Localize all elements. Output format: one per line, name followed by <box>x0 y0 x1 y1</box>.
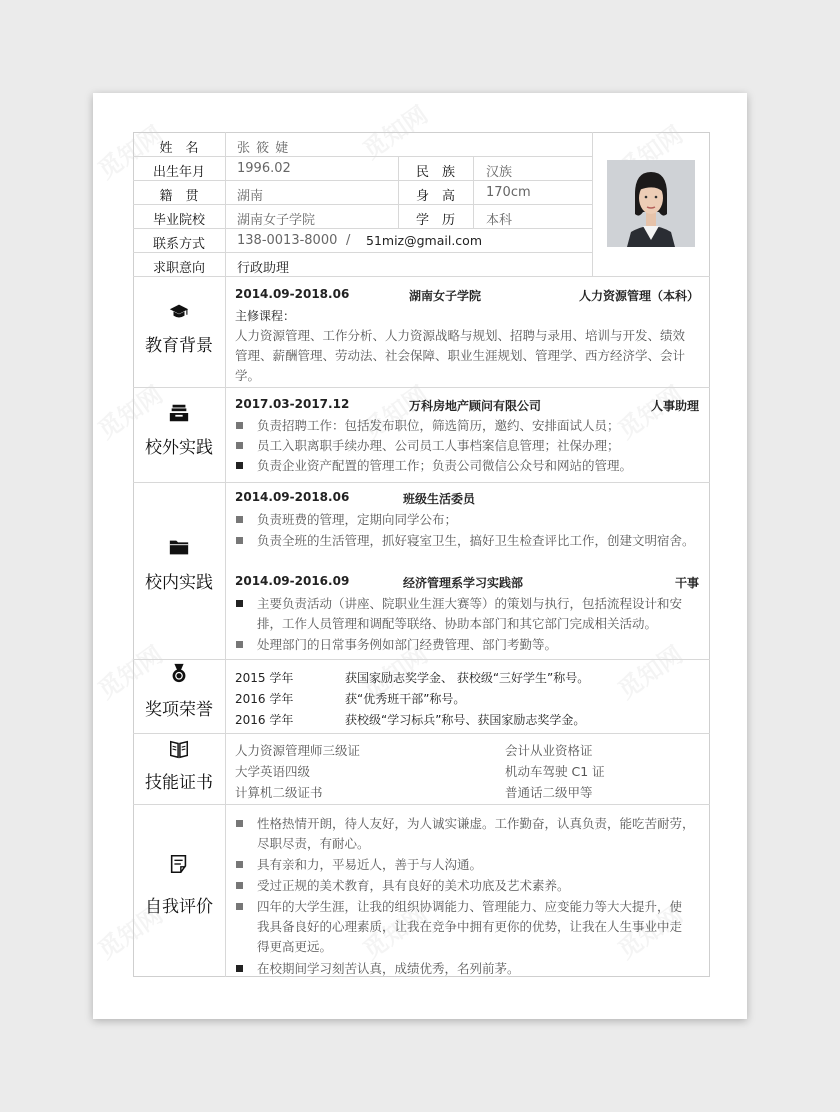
self-item: 在校期间学习刻苦认真，成绩优秀，名列前茅。 <box>257 961 520 976</box>
job1-period: 2014.09-2018.06 <box>235 490 350 504</box>
external-title: 校外实践 <box>145 438 213 458</box>
education-school: 湖南女子学院 <box>409 289 482 303</box>
self-item-line: 尽职尽责，有耐心。 <box>257 836 370 851</box>
bullet <box>236 965 243 972</box>
award-year: 2016 学年 <box>235 692 294 706</box>
bullet <box>236 462 243 469</box>
height-value: 170cm <box>486 185 531 200</box>
awards-title: 奖项荣誉 <box>145 700 213 720</box>
profile-photo <box>607 160 695 247</box>
self-item-line: 性格热情开朗，待人友好，为人诚实谦虚。工作勤奋，认真负责，能吃苦耐劳， <box>257 816 695 831</box>
education-period: 2014.09-2018.06 <box>235 287 350 301</box>
inbox-tray-icon <box>168 402 190 424</box>
resume-page <box>93 93 747 1019</box>
ethnic-label: 民 族 <box>415 165 455 180</box>
name-label: 姓 名 <box>159 141 199 156</box>
job2-item-line: 主要负责活动（讲座、院职业生涯大赛等）的策划与执行，包括流程设计和安 <box>257 596 683 611</box>
school-label: 毕业院校 <box>152 213 205 228</box>
bullet <box>236 861 243 868</box>
bullet <box>236 537 243 544</box>
internal-title: 校内实践 <box>145 573 213 593</box>
degree-label: 学 历 <box>415 213 455 228</box>
self-item-line: 四年的大学生涯，让我的组织协调能力、管理能力、应变能力等大大提升，使 <box>257 899 683 914</box>
skill-item: 人力资源管理师三级证 <box>235 743 361 758</box>
name-value: 张 筱 婕 <box>237 141 290 156</box>
award-text: 获“优秀班干部”称号。 <box>345 692 466 706</box>
external-item: 负责企业资产配置的管理工作；负责公司微信公众号和网站的管理。 <box>257 458 633 473</box>
job2-org: 经济管理系学习实践部 <box>403 576 524 590</box>
intent-value: 行政助理 <box>237 261 290 276</box>
external-company: 万科房地产顾问有限公司 <box>409 399 542 413</box>
portrait-image <box>607 160 695 247</box>
native-value: 湖南 <box>237 189 264 204</box>
courses-label: 主修课程： <box>235 309 296 323</box>
note-icon <box>168 853 190 875</box>
birth-label: 出生年月 <box>152 165 205 180</box>
job1-item: 负责班费的管理，定期向同学公布； <box>257 512 458 527</box>
job2-period: 2014.09-2016.09 <box>235 574 350 588</box>
external-period: 2017.03-2017.12 <box>235 397 350 411</box>
external-position: 人事助理 <box>650 399 699 413</box>
award-year: 2016 学年 <box>235 713 294 727</box>
courses-line: 人力资源管理、工作分析、人力资源战略与规划、招聘与录用、培训与开发、绩效 <box>235 328 686 343</box>
skills-title: 技能证书 <box>145 773 213 793</box>
education-title: 教育背景 <box>145 336 213 356</box>
self-item-line: 得更高更远。 <box>257 939 333 954</box>
native-label: 籍 贯 <box>159 189 199 204</box>
bullet <box>236 516 243 523</box>
bullet <box>236 903 243 910</box>
skill-item: 计算机二级证书 <box>235 785 323 800</box>
job2-item-line: 排，工作人员管理和调配等联络、协助本部门和其它部门完成相关活动。 <box>257 616 658 631</box>
open-book-icon <box>168 738 190 760</box>
birth-value: 1996.02 <box>237 161 291 176</box>
school-value: 湖南女子学院 <box>237 213 316 228</box>
courses-line: 管理、薪酬管理、劳动法、社会保障、职业生涯规划、管理学、西方经济学、会计 <box>235 348 686 363</box>
job2-role: 干事 <box>674 576 699 590</box>
self-item: 具有亲和力，平易近人，善于与人沟通。 <box>257 857 483 872</box>
degree-value: 本科 <box>486 213 513 228</box>
folder-icon <box>168 536 190 558</box>
award-text: 获国家励志奖学金、 获校级“三好学生”称号。 <box>345 671 590 685</box>
self-item: 受过正规的美术教育，具有良好的美术功底及艺术素养。 <box>257 878 570 893</box>
skill-item: 会计从业资格证 <box>505 743 593 758</box>
job1-role: 班级生活委员 <box>403 492 476 506</box>
award-year: 2015 学年 <box>235 671 294 685</box>
intent-label: 求职意向 <box>152 261 205 276</box>
external-item: 负责招聘工作：包括发布职位，筛选简历，邀约、安排面试人员； <box>257 418 620 433</box>
bullet <box>236 882 243 889</box>
education-major: 人力资源管理（本科） <box>578 289 699 303</box>
medal-icon <box>168 662 190 684</box>
ethnic-value: 汉族 <box>486 165 513 180</box>
external-item: 员工入职离职手续办理、公司员工人事档案信息管理；社保办理； <box>257 438 620 453</box>
bullet <box>236 641 243 648</box>
courses-line: 学。 <box>235 368 261 383</box>
bullet <box>236 442 243 449</box>
contact-separator: / <box>346 233 351 248</box>
bullet <box>236 820 243 827</box>
graduation-cap-icon <box>168 301 190 323</box>
skill-item: 大学英语四级 <box>235 764 311 779</box>
skill-item: 机动车驾驶 C1 证 <box>505 764 605 779</box>
email-value: 51miz@gmail.com <box>366 233 483 248</box>
self-title: 自我评价 <box>145 897 213 917</box>
skill-item: 普通话二级甲等 <box>505 785 593 800</box>
award-text: 获校级“学习标兵”称号、获国家励志奖学金。 <box>345 713 586 727</box>
height-label: 身 高 <box>415 189 455 204</box>
bullet <box>236 600 243 607</box>
job2-item: 处理部门的日常事务例如部门经费管理、部门考勤等。 <box>257 637 558 652</box>
contact-label: 联系方式 <box>152 237 205 252</box>
bullet <box>236 422 243 429</box>
phone-value: 138-0013-8000 <box>237 233 338 248</box>
job1-item: 负责全班的生活管理，抓好寝室卫生，搞好卫生检查评比工作，创建文明宿舍。 <box>257 533 695 548</box>
self-item-line: 我具备良好的心理素质，让我在竞争中拥有更你的优势，让我在人生事业中走 <box>257 919 683 934</box>
